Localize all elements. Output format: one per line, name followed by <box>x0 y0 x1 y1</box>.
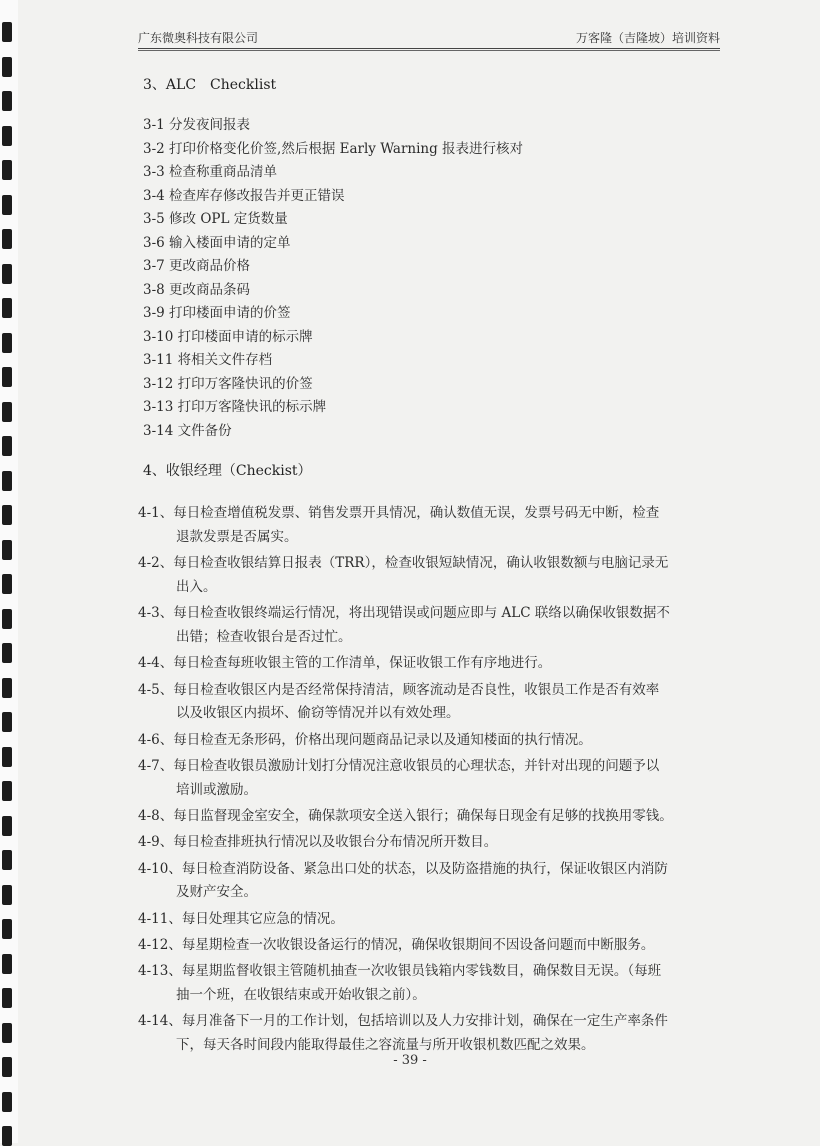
list-item: 3-2 打印价格变化价签,然后根据 Early Warning 报表进行核对 <box>143 140 524 157</box>
list-item: 3-9 打印楼面申请的价签 <box>143 305 291 321</box>
list-item <box>138 1010 718 1058</box>
item-text: 每日检查无条形码，价格出现问题商品记录以及通知楼面的执行情况。 <box>173 731 592 748</box>
binding-hole <box>2 850 12 870</box>
item-text-continued: 下，每天各时间段内能取得最佳之容流量与所开收银机数匹配之效果。 <box>176 1037 595 1054</box>
binding-hole <box>2 574 12 594</box>
item-text: 每星期监督收银主管随机抽查一次收银员钱箱内零钱数目，确保数目无误。（每班 <box>181 963 662 980</box>
list-item: 3-8 更改商品条码 <box>143 281 251 298</box>
item-text: 每日检查每班收银主管的工作清单，保证收银工作有序地进行。 <box>173 655 552 672</box>
list-item <box>138 858 718 906</box>
item-number: 4-14、 <box>138 1013 182 1030</box>
item-number: 4-11、 <box>138 910 182 927</box>
list-item <box>138 552 718 600</box>
list-item: 3-3 检查称重商品清单 <box>143 164 278 180</box>
page-header <box>138 27 720 47</box>
binding-hole <box>2 91 12 111</box>
item-text: 每日检查收银员激励计划打分情况注意收银员的心理状态，并针对出现的问题予以 <box>173 757 660 774</box>
item-number: 4-3、 <box>138 605 174 622</box>
binding-hole <box>2 195 12 215</box>
list-item: 3-4 检查库存修改报告并更正错误 <box>143 187 345 204</box>
binding-hole <box>2 540 12 560</box>
binding-hole <box>2 1092 12 1112</box>
page-number: - 39 - <box>393 1053 427 1068</box>
item-number: 4-8、 <box>138 808 174 825</box>
binding-hole <box>2 954 12 974</box>
item-number: 4-7、 <box>138 757 174 774</box>
item-text-continued: 培训或激励。 <box>176 781 257 798</box>
binding-hole <box>2 747 12 767</box>
list-item <box>138 934 718 958</box>
binding-hole <box>2 505 12 525</box>
binding-hole <box>2 609 12 629</box>
list-item <box>138 729 718 753</box>
binding-hole <box>2 678 12 698</box>
list-item: 3-14 文件备份 <box>143 422 232 439</box>
item-text-continued: 及财产安全。 <box>176 884 257 901</box>
item-text-continued: 退款发票是否属实。 <box>176 528 298 545</box>
binding-hole <box>2 402 12 422</box>
section3-list <box>143 114 523 443</box>
item-text: 每日检查收银结算日报表（TRR），检查收银短缺情况，确认收银数额与电脑记录无 <box>173 555 669 572</box>
item-text: 每日处理其它应急的情况。 <box>181 910 344 927</box>
list-item: 3-10 打印楼面申请的标示牌 <box>143 328 313 345</box>
binding-hole <box>2 1126 12 1146</box>
list-item: 3-7 更改商品价格 <box>143 258 251 274</box>
binding-hole <box>2 919 12 939</box>
binding-hole <box>2 471 12 491</box>
list-item <box>138 602 718 650</box>
binding-hole <box>2 160 12 180</box>
list-item <box>138 652 718 676</box>
list-item <box>138 908 718 932</box>
binding-hole <box>2 126 12 146</box>
list-item: 3-11 将相关文件存档 <box>143 352 273 368</box>
binding-hole <box>2 367 12 387</box>
item-text: 每月准备下一月的工作计划，包括培训以及人力安排计划，确保在一定生产率条件 <box>181 1013 668 1030</box>
item-text: 每日检查增值税发票、销售发票开具情况，确认数值无误，发票号码无中断，检查 <box>173 505 660 521</box>
binding-hole <box>2 712 12 732</box>
binding-hole <box>2 264 12 284</box>
list-item: 3-6 输入楼面申请的定单 <box>143 234 291 251</box>
binding-hole <box>2 333 12 353</box>
item-number: 4-9、 <box>138 834 174 851</box>
binding-hole <box>2 22 12 42</box>
binding-hole <box>2 436 12 456</box>
item-text: 每日监督现金室安全，确保款项安全送入银行；确保每日现金有足够的找换用零钱。 <box>173 808 673 825</box>
item-text: 每日检查排班执行情况以及收银台分布情况所开数目。 <box>173 834 498 851</box>
list-item <box>138 679 718 727</box>
item-text: 每日检查收银终端运行情况，将出现错误或问题应即与 ALC 联络以确保收银数据不 <box>173 605 670 622</box>
item-number: 4-12、 <box>138 937 182 954</box>
binding-hole <box>2 816 12 836</box>
list-item <box>138 502 718 550</box>
list-item <box>138 755 718 803</box>
binding-hole <box>2 57 12 77</box>
header-rule <box>138 48 720 51</box>
binding-hole <box>2 988 12 1008</box>
list-item: 3-5 修改 OPL 定货数量 <box>143 211 288 227</box>
list-item: 3-12 打印万客隆快讯的价签 <box>143 375 313 392</box>
item-text: 每星期检查一次收银设备运行的情况，确保收银期间不因设备问题而中断服务。 <box>181 937 655 954</box>
list-item: 3-1 分发夜间报表 <box>143 117 251 133</box>
item-number: 4-2、 <box>138 555 174 572</box>
item-number: 4-13、 <box>138 963 182 980</box>
section4-list <box>138 502 718 1061</box>
item-text-continued: 出入。 <box>176 578 217 595</box>
item-text: 每日检查消防设备、紧急出口处的状态，以及防盗措施的执行，保证收银区内消防 <box>181 860 668 877</box>
section4-title: 4、收银经理（Checkist） <box>143 463 312 479</box>
list-item: 3-13 打印万客隆快讯的标示牌 <box>143 399 327 415</box>
item-number: 4-1、 <box>138 505 174 521</box>
binding-hole <box>2 781 12 801</box>
header-doc-title: 万客隆（吉隆坡）培训资料 <box>575 31 720 45</box>
binding-hole <box>2 229 12 249</box>
binding-hole <box>2 885 12 905</box>
item-number: 4-4、 <box>138 655 174 672</box>
binding-hole <box>2 643 12 663</box>
list-item <box>138 831 718 855</box>
section3-title: 3、ALC Checklist <box>143 77 277 93</box>
item-text-continued: 以及收银区内损坏、偷窃等情况并以有效处理。 <box>176 705 460 722</box>
item-text-continued: 出错；检查收银台是否过忙。 <box>176 628 352 645</box>
item-number: 4-10、 <box>138 860 182 877</box>
binding-hole <box>2 1023 12 1043</box>
binding-hole <box>2 298 12 318</box>
item-number: 4-6、 <box>138 731 174 748</box>
header-company: 广东微奥科技有限公司 <box>138 31 259 45</box>
item-text-continued: 抽一个班，在收银结束或开始收银之前）。 <box>176 987 426 1004</box>
list-item <box>138 805 718 829</box>
list-item <box>138 960 718 1008</box>
item-text: 每日检查收银区内是否经常保持清洁，顾客流动是否良性，收银员工作是否有效率 <box>173 681 660 698</box>
item-number: 4-5、 <box>138 681 174 698</box>
